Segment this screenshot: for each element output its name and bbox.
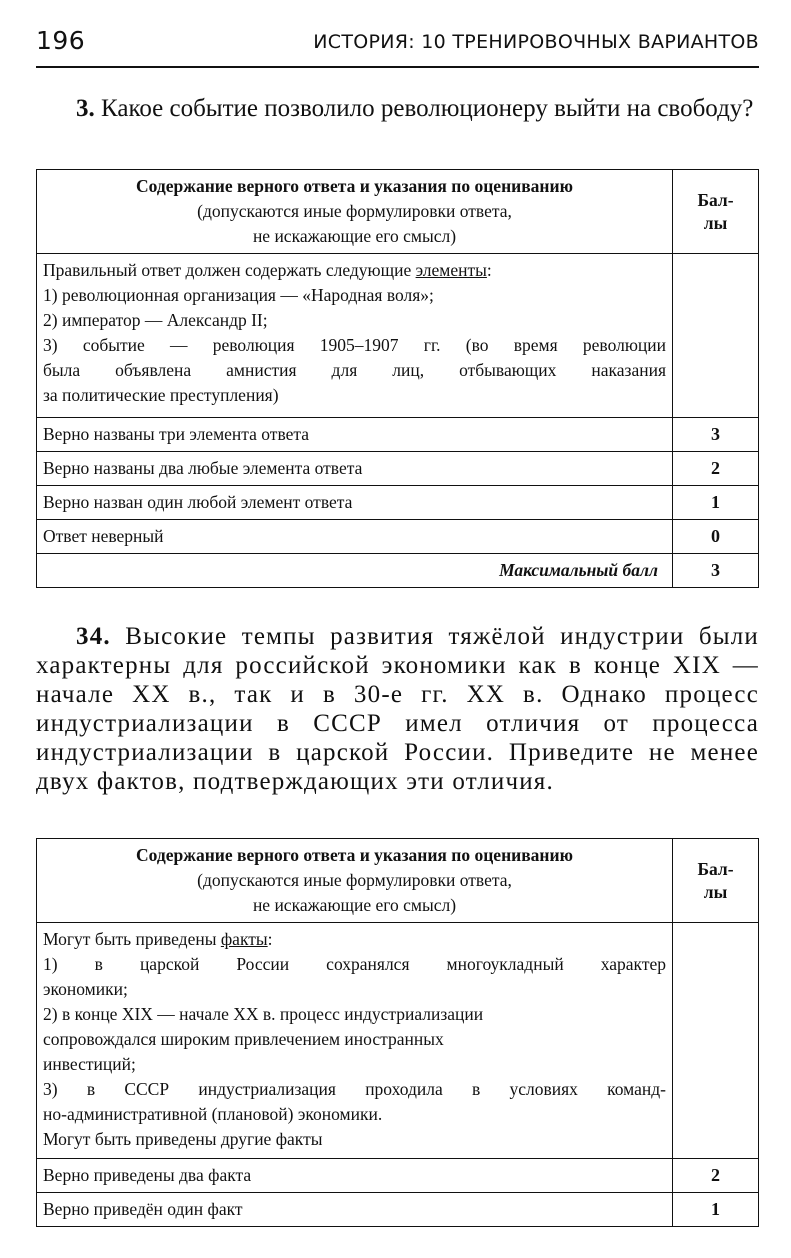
question-34-text: Высокие темпы развития тяжёлой индустрии были характерны для российской экономики как в конце XIX — начале XX в., так и в 30-е гг. XX в. Однако процесс индустриализации в СССР имел отличия от процесса индустриализации в царской России. Приведите не менее двух фактов, подтверждающих эти отличия. [36,623,759,795]
underlined-term: факты [220,929,268,949]
table-row [37,486,759,520]
answer-intro: Правильный ответ должен содержать следующие элементы: [43,260,492,280]
criterion-text: Верно приведены два факта [37,1159,673,1193]
criterion-text: Верно приведён один факт [37,1193,673,1227]
answer-content-score [673,254,759,418]
criterion-score: 2 [673,1159,759,1193]
answer-content-score [673,923,759,1159]
running-title: ИСТОРИЯ: 10 ТРЕНИРОВОЧНЫХ ВАРИАНТОВ [313,31,759,53]
criterion-text: Ответ неверный [37,520,673,554]
criterion-score: 1 [673,486,759,520]
page-number: 196 [36,26,86,55]
table-row [37,1193,759,1227]
table-header-content [37,839,673,923]
answer-line: 1) в царской России сохранялся многоукладный характер [43,954,666,974]
header-title: Содержание верного ответа и указания по оцениванию [136,845,573,865]
criterion-score: 0 [673,520,759,554]
table-header-score: Бал- лы [673,839,759,923]
answer-line: Могут быть приведены другие факты [43,1129,323,1149]
answer-line: 1) революционная организация — «Народная воля»; [43,285,434,305]
header-note-1: (допускаются иные формулировки ответа, [197,870,512,890]
table-row [37,452,759,486]
table-row [37,520,759,554]
question-33-text: Какое событие позволило революционеру выйти на свободу? [101,95,754,122]
answer-line: 3) событие — революция 1905–1907 гг. (во время революции [43,335,666,355]
criterion-text: Верно назван один любой элемент ответа [37,486,673,520]
table-header-score: Бал- лы [673,170,759,254]
table-row [37,418,759,452]
question-34-number: 34. [76,623,111,650]
header-note-2: не искажающие его смысл) [252,226,457,246]
criterion-text: Верно названы три элемента ответа [37,418,673,452]
table-header-row [37,170,759,254]
answer-line: за политические преступления) [43,385,279,405]
header-title: Содержание верного ответа и указания по оцениванию [136,176,573,196]
question-33-number: 3. [76,95,95,122]
answer-line: инвестиций; [43,1054,136,1074]
header-note-2: не искажающие его смысл) [252,895,457,915]
answer-line: сопровождался широким привлечением иностранных [43,1029,444,1049]
table-row [37,1159,759,1193]
grading-table-33 [36,169,759,588]
question-33 [36,94,759,123]
max-score-row [37,554,759,588]
answer-intro: Могут быть приведены факты: [43,929,273,949]
criterion-score: 1 [673,1193,759,1227]
question-34 [36,622,759,796]
criterion-text: Верно названы два любые элемента ответа [37,452,673,486]
table-header-content [37,170,673,254]
answer-line: 2) император — Александр II; [43,310,268,330]
criterion-score: 2 [673,452,759,486]
answer-line: но-административной (плановой) экономики. [43,1104,383,1124]
answer-line: экономики; [43,979,128,999]
content-row [37,923,759,1159]
content-row [37,254,759,418]
page-header [36,26,759,68]
max-score-label: Максимальный балл [37,554,673,588]
table-header-row [37,839,759,923]
answer-line: 3) в СССР индустриализация проходила в условиях команд- [43,1079,666,1099]
grading-table-34 [36,838,759,1227]
answer-line: была объявлена амнистия для лиц, отбывающих наказания [43,360,666,380]
answer-content [37,923,673,1159]
criterion-score: 3 [673,418,759,452]
answer-content [37,254,673,418]
underlined-term: элементы [415,260,487,280]
header-note-1: (допускаются иные формулировки ответа, [197,201,512,221]
max-score-value: 3 [673,554,759,588]
answer-line: 2) в конце XIX — начале XX в. процесс индустриализации [43,1004,484,1024]
